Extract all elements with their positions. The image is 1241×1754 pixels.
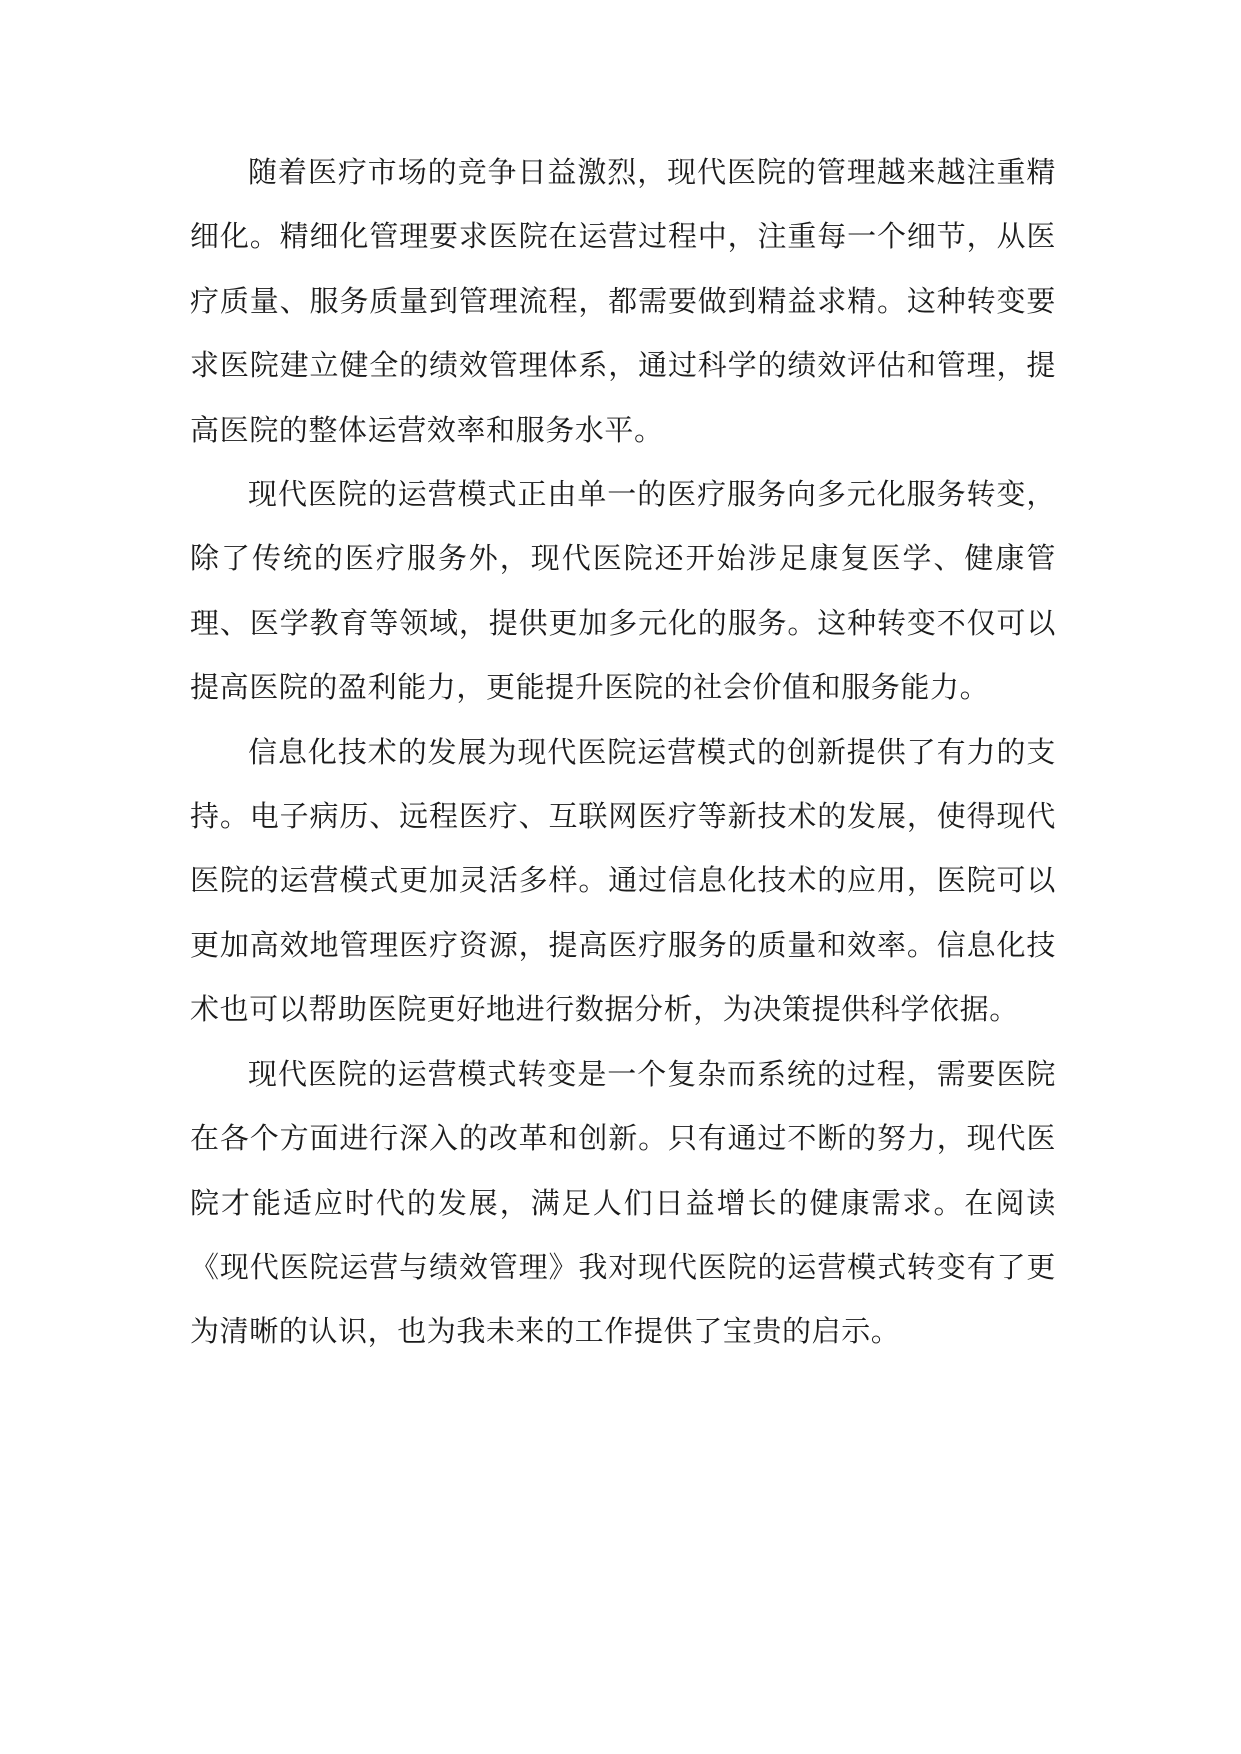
paragraph-3: 信息化技术的发展为现代医院运营模式的创新提供了有力的支持。电子病历、远程医疗、互联网医疗等新技术的发展，使得现代医院的运营模式更加灵活多样。通过信息化技术的应用，医院可以更加高效地管理医疗资源，提高医疗服务的质量和效率。信息化技术也可以帮助医院更好地进行数据分析，为决策提供科学依据。 bbox=[190, 734, 1056, 1027]
paragraph-4: 现代医院的运营模式转变是一个复杂而系统的过程，需要医院在各个方面进行深入的改革和创新。只有通过不断的努力，现代医院才能适应时代的发展，满足人们日益增长的健康需求。在阅读《现代医院运营与绩效管理》我对现代医院的运营模式转变有了更为清晰的认识，也为我未来的工作提供了宝贵的启示。 bbox=[190, 1056, 1056, 1349]
document-body bbox=[190, 140, 1056, 1364]
paragraph-2: 现代医院的运营模式正由单一的医疗服务向多元化服务转变，除了传统的医疗服务外，现代医院还开始涉足康复医学、健康管理、医学教育等领域，提供更加多元化的服务。这种转变不仅可以提高医院的盈利能力，更能提升医院的社会价值和服务能力。 bbox=[190, 477, 1056, 705]
paragraph-1: 随着医疗市场的竞争日益激烈，现代医院的管理越来越注重精细化。精细化管理要求医院在运营过程中，注重每一个细节，从医疗质量、服务质量到管理流程，都需要做到精益求精。这种转变要求医院建立健全的绩效管理体系，通过科学的绩效评估和管理，提高医院的整体运营效率和服务水平。 bbox=[190, 155, 1056, 447]
